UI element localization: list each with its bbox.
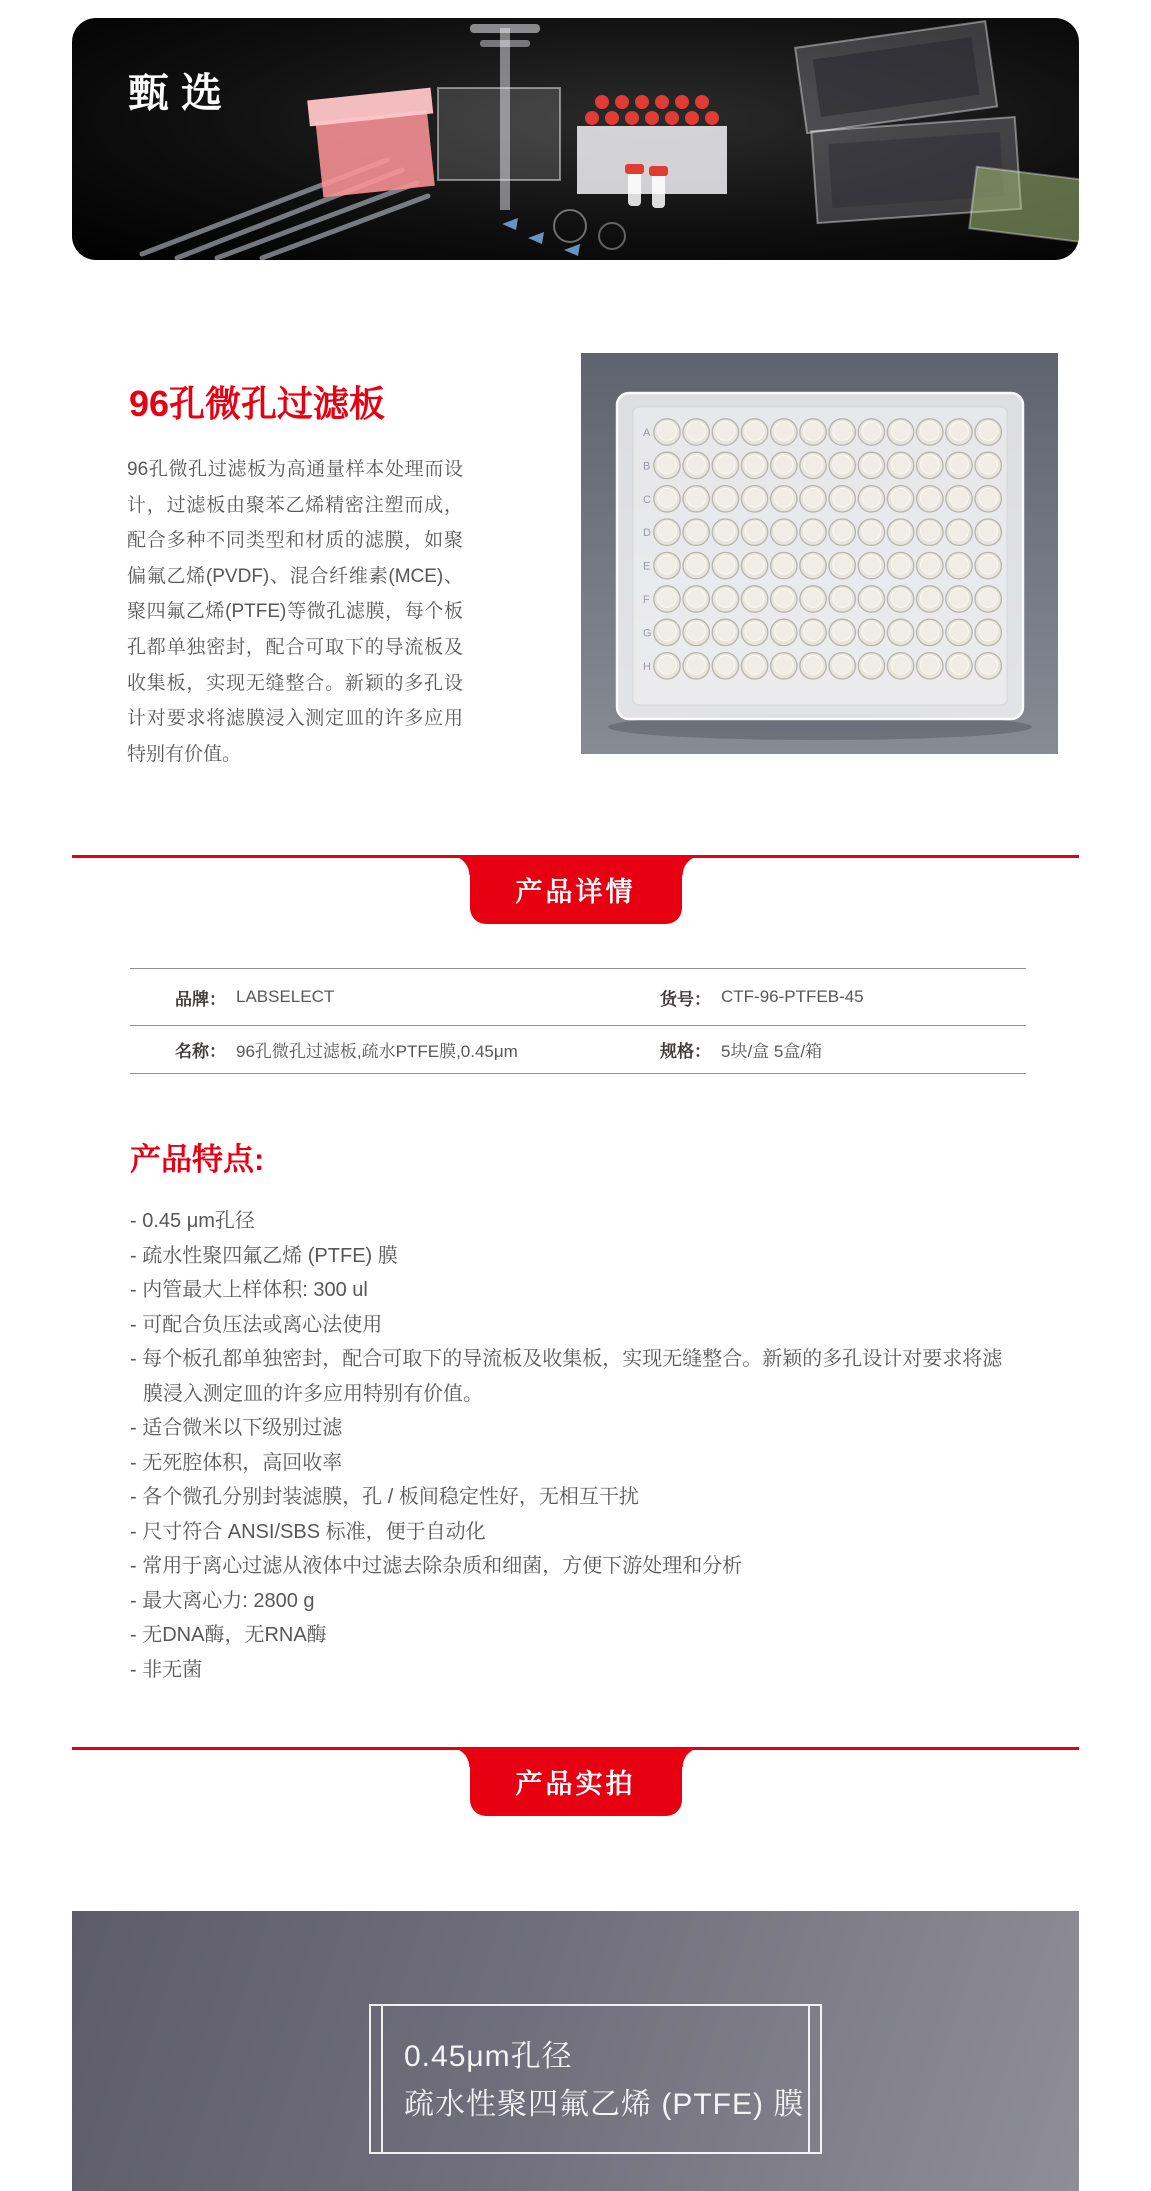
pink-tip-box-shape [307, 88, 441, 198]
caption-membrane: 疏水性聚四氟乙烯 (PTFE) 膜 [404, 2088, 805, 2121]
packing-label: 规格： [660, 1042, 711, 1061]
spec-brand-cell [130, 985, 616, 1010]
spec-sku-cell [616, 985, 1026, 1010]
list-item: - 各个微孔分别封装滤膜，孔 / 板间稳定性好，无相互干扰 [130, 1486, 639, 1508]
section-header-details [470, 855, 682, 924]
svg-text:A: A [643, 427, 651, 439]
green-tip-rack-shape [969, 167, 1079, 245]
photo-caption [404, 2033, 804, 2129]
product-title: 96孔微孔过滤板 [129, 383, 386, 424]
features-heading: 产品特点: [130, 1142, 265, 1177]
section-divider-details [72, 855, 1079, 927]
section-header-photos [470, 1747, 682, 1816]
list-item: - 常用于离心过滤从液体中过滤去除杂质和细菌，方便下游处理和分析 [130, 1555, 743, 1577]
caption-pore-size: 0.45μm孔径 [404, 2040, 573, 2073]
section-header-photos-label: 产品实拍 [515, 1769, 636, 1799]
brand-value: LABSELECT [236, 987, 335, 1006]
list-item: - 尺寸符合 ANSI/SBS 标准，便于自动化 [130, 1520, 486, 1543]
dark-tip-rack-shape [795, 21, 997, 133]
spec-packing-cell [616, 1037, 1026, 1062]
svg-text:G: G [643, 627, 652, 640]
name-value: 96孔微孔过滤板,疏水PTFE膜,0.45μm [236, 1042, 518, 1061]
features-list [130, 1204, 1015, 1687]
list-item: - 每个板孔都单独密封，配合可取下的导流板及收集板，实现无缝整合。新颖的多孔设计对要求将滤膜浸入测定皿的许多应用特别有价值。 [130, 1348, 1003, 1405]
svg-text:E: E [643, 560, 651, 573]
section-divider-photos [72, 1747, 1079, 1819]
list-item: - 无DNA酶，无RNA酶 [130, 1624, 327, 1646]
table-row [130, 1026, 1026, 1074]
brand-logo: 甄选 [128, 70, 234, 116]
svg-text:D: D [643, 527, 651, 540]
product-description: 96孔微孔过滤板为高通量样本处理而设计，过滤板由聚苯乙烯精密注塑而成，配合多种不同类型和材质的滤膜，如聚偏氟乙烯(PVDF)、混合纤维素(MCE)、聚四氟乙烯(PTFE)等微孔滤膜，每个板孔都单独密封，配合可取下的导流板及收集板，实现无缝整合。新颖的多孔设计对要求将滤膜浸入测定皿的许多应用特别有价值。 [127, 459, 463, 765]
table-row [130, 969, 1026, 1026]
hero-photo-lab-consumables [72, 18, 1079, 260]
photo-caption-box [369, 2004, 822, 2154]
list-item: - 疏水性聚四氟乙烯 (PTFE) 膜 [130, 1244, 398, 1267]
sku-value: CTF-96-PTFEB-45 [721, 987, 864, 1006]
list-item: - 内管最大上样体积: 300 ul [130, 1279, 368, 1301]
svg-text:F: F [643, 594, 650, 606]
svg-text:C: C [643, 493, 651, 506]
product-image-96-well-plate [581, 353, 1058, 754]
product-photo-panel [72, 1911, 1079, 2191]
section-header-details-label: 产品详情 [515, 877, 636, 907]
svg-text:B: B [643, 460, 651, 473]
packing-value: 5块/盒 5盒/箱 [721, 1042, 823, 1061]
list-item: - 可配合负压法或离心法使用 [130, 1313, 383, 1336]
list-item: - 无死腔体积，高回收率 [130, 1451, 343, 1474]
list-item: - 0.45 μm孔径 [130, 1210, 255, 1232]
sku-label: 货号： [660, 989, 711, 1009]
spec-table [130, 968, 1026, 1074]
name-label: 名称： [175, 1042, 226, 1061]
list-item: - 适合微米以下级别过滤 [130, 1417, 343, 1439]
well-plate-illustration [581, 353, 1058, 754]
list-item: - 非无菌 [130, 1658, 203, 1681]
brand-label: 品牌： [175, 989, 226, 1009]
hero-banner [72, 18, 1079, 260]
list-item: - 最大离心力: 2800 g [130, 1589, 315, 1612]
spec-name-cell [130, 1037, 616, 1062]
svg-text:H: H [643, 660, 651, 673]
